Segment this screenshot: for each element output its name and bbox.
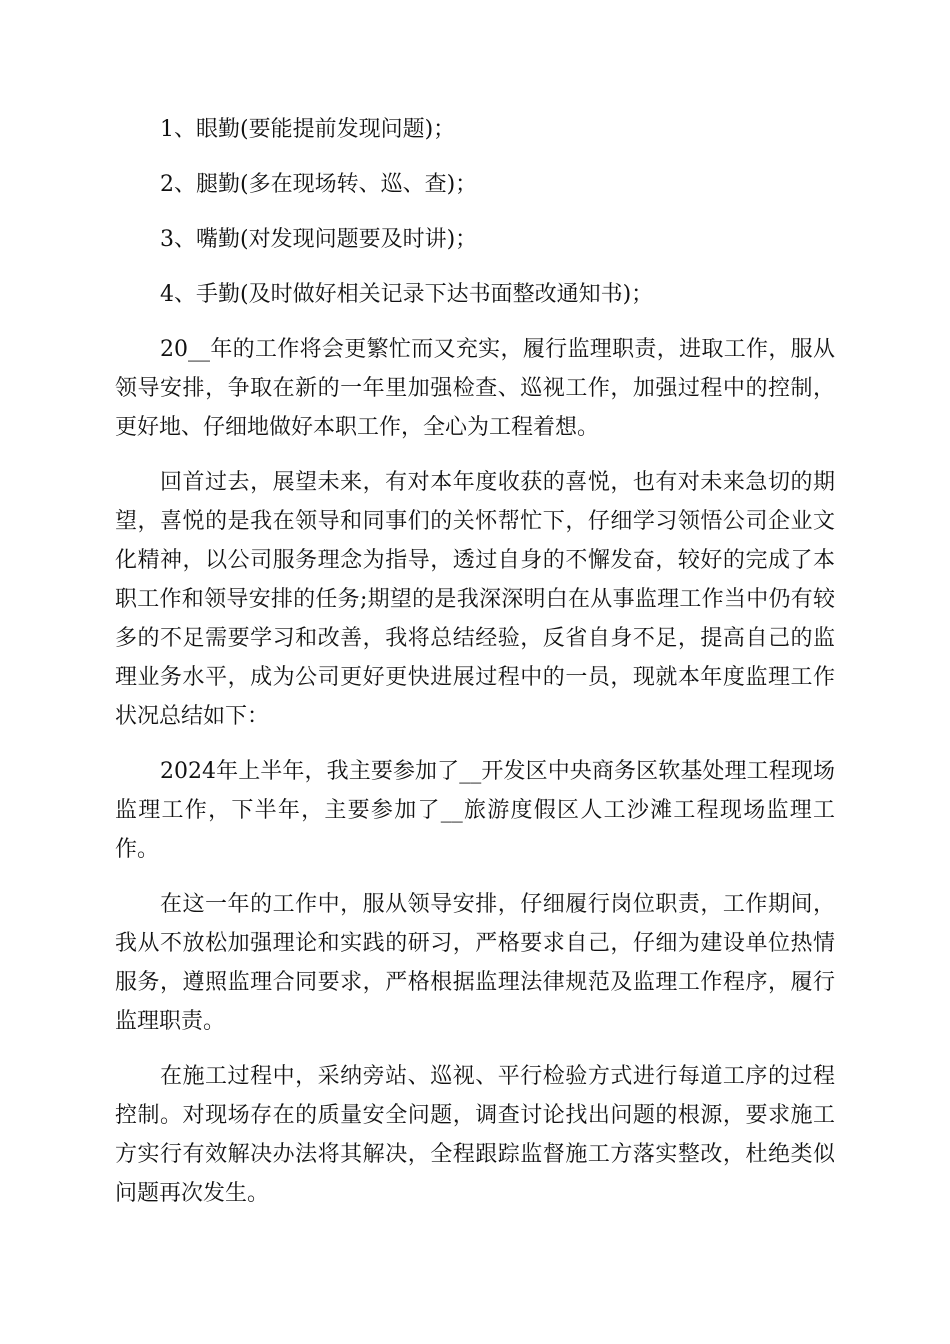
paragraph-projects-2024: 2024年上半年，我主要参加了__开发区中央商务区软基处理工程现场监理工作，下半年，主要参加了__旅游度假区人工沙滩工程现场监理工作。 xyxy=(115,759,835,862)
paragraph-duties: 在这一年的工作中，服从领导安排，仔细履行岗位职责，工作期间，我从不放松加强理论和实践的研习，严格要求自己，仔细为建设单位热情服务，遵照监理合同要求，严格根据监理法律规范及监理工作程序，履行监理职责。 xyxy=(115,892,835,1034)
list-item-2: 2、腿勤(多在现场转、巡、查)； xyxy=(160,172,478,197)
paragraph-next-year-plan: 20__年的工作将会更繁忙而又充实，履行监理职责，进取工作，服从领导安排，争取在新的一年里加强检查、巡视工作，加强过程中的控制，更好地、仔细地做好本职工作，全心为工程着想。 xyxy=(115,337,835,440)
list-item-1: 1、眼勤(要能提前发现问题)； xyxy=(160,117,456,142)
document-body xyxy=(115,110,835,1229)
paragraph-review-outlook: 回首过去，展望未来，有对本年度收获的喜悦，也有对未来急切的期望，喜悦的是我在领导和同事们的关怀帮忙下，仔细学习领悟公司企业文化精神，以公司服务理念为指导，透过自身的不懈发奋，较好的完成了本职工作和领导安排的任务;期望的是我深深明白在从事监理工作当中仍有较多的不足需要学习和改善，我将总结经验，反省自身不足，提高自己的监理业务水平，成为公司更好更快进展过程中的一员，现就本年度监理工作状况总结如下： xyxy=(115,470,835,729)
list-item-3: 3、嘴勤(对发现问题要及时讲)； xyxy=(160,227,478,252)
paragraph-process-control: 在施工过程中，采纳旁站、巡视、平行检验方式进行每道工序的过程控制。对现场存在的质量安全问题，调查讨论找出问题的根源，要求施工方实行有效解决办法将其解决，全程跟踪监督施工方落实整改，杜绝类似问题再次发生。 xyxy=(115,1064,835,1206)
list-item-4: 4、手勤(及时做好相关记录下达书面整改通知书)； xyxy=(160,282,654,307)
